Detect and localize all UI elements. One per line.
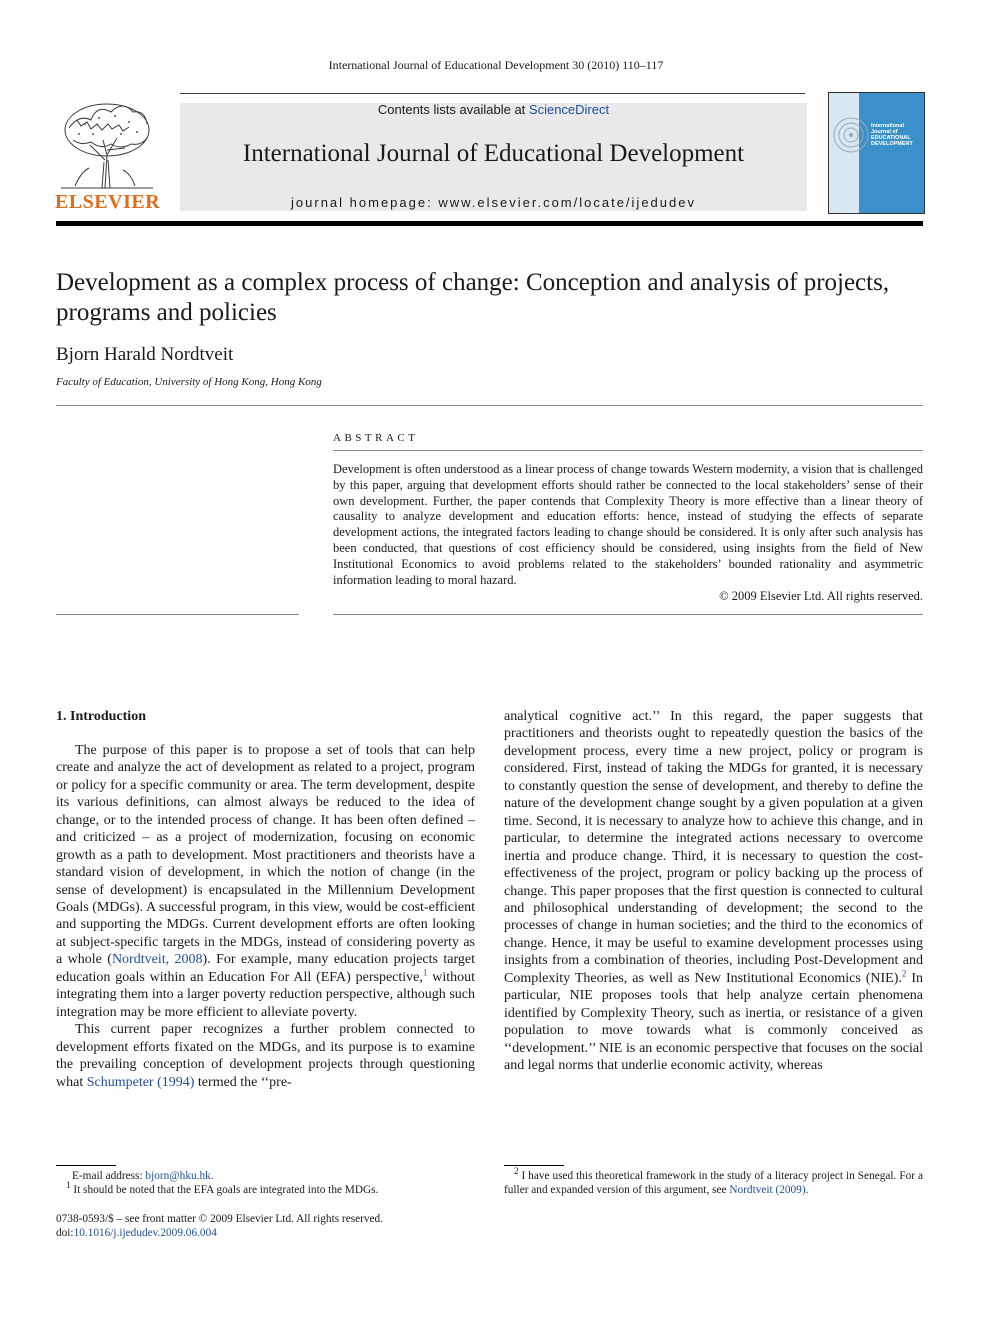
contents-line <box>180 102 807 117</box>
doi-line: doi:10.1016/j.ijedudev.2009.06.004 <box>56 1227 217 1239</box>
footnote-ref-1[interactable]: 1 <box>422 967 428 978</box>
email-link[interactable]: bjorn@hku.hk <box>145 1170 211 1182</box>
divider <box>56 405 923 406</box>
footnote-ref-2[interactable]: 2 <box>901 968 907 979</box>
body-column-right <box>504 708 923 1075</box>
abstract-text: Development is often understood as a linear process of change towards Western modernity, a vision that is challenged by this paper, arguing that development efforts should rather be connected to the local stakeholders’ sense of their own development. Further, the paper contends that Complexity Theory is more effective than a linear theory of causality to analyze development and education efforts: hence, instead of studying the effects of separate development actions, the integrated factors leading to change should be considered. It is only after such analysis has been conducted, that questions of cost efficiency should be considered, using insights from the field of New Institutional Economics to avoid problems related to the stakeholders’ bounded rationality and asymmetric information leading to moral hazard. <box>333 462 923 587</box>
footnote-email: E-mail address: bjorn@hku.hk. <box>72 1170 214 1182</box>
divider <box>56 614 299 615</box>
author-affiliation: Faculty of Education, University of Hong Kong, Hong Kong <box>56 376 322 388</box>
footnote-mark: 1 <box>66 1180 71 1191</box>
journal-citation: International Journal of Educational Development 30 (2010) 110–117 <box>328 58 664 72</box>
sciencedirect-link[interactable]: ScienceDirect <box>528 102 610 117</box>
abstract-divider <box>333 614 923 615</box>
elsevier-logo <box>55 100 159 214</box>
doi-link[interactable]: 10.1016/j.ijedudev.2009.06.004 <box>73 1227 217 1239</box>
abstract-copyright: © 2009 Elsevier Ltd. All rights reserved. <box>719 589 923 603</box>
journal-homepage-link[interactable]: journal homepage: www.elsevier.com/locate/ijedudev <box>291 195 696 210</box>
footnote-1: $^1$ It should be noted that the EFA goals are integrated into the MDGs. <box>66 1180 379 1196</box>
footnotes-left <box>56 1169 475 1197</box>
footnote-rule <box>56 1165 116 1166</box>
elsevier-tree-icon <box>55 100 159 190</box>
footnotes-right <box>504 1166 923 1197</box>
footnote-mark: 2 <box>514 1166 519 1177</box>
citation-link[interactable]: Nordtveit (2009) <box>729 1184 806 1196</box>
body-column-left <box>56 708 475 1091</box>
body-paragraph: This current paper recognizes a further problem connected to development efforts fixated on the MDGs, and its purpose is to examine the prevailing conception of development projects through questioning what Schumpeter (1994) termed the ‘‘pre- <box>56 1022 475 1090</box>
header-rule <box>180 93 805 94</box>
abstract-heading: ABSTRACT <box>333 432 419 444</box>
footnote-2: $^2$ I have used this theoretical framework in the study of a literacy project in Senegal. For a fuller and expanded version of this argument, see Nordtveit (2009). <box>504 1166 923 1196</box>
journal-title: International Journal of Educational Development <box>242 140 745 167</box>
cover-emblem-icon <box>831 115 871 155</box>
author-name: Bjorn Harald Nordtveit <box>56 344 234 365</box>
issn-line: 0738-0593/$ – see front matter © 2009 Elsevier Ltd. All rights reserved. <box>56 1213 384 1225</box>
contents-prefix: Contents lists available at <box>377 102 529 117</box>
body-paragraph: analytical cognitive act.’’ In this regard, the paper suggests that practitioners and theorists ought to repeatedly question the basics of the development process, every time a new project, policy or program is considered. First, instead of taking the MDGs for granted, it is necessary to constantly question the sense of development, and thereby to define the nature of the development change sought by a given population at a given time. Second, it is necessary to analyze how to achieve this change, and in particular, to determine the integrated actions necessary to overcome inertia and produce change. Third, it is necessary to question the cost-effectiveness of the project, program or policy backing up the process of change. This paper proposes that the first question is connected to cultural and philosophical understanding of development; the second to the processes of change in human societies; and the third to the economics of change. Hence, it may be useful to examine development processes using insights from a combination of theories, including Post-Development and Complexity Theories, as well as New Institutional Economics (NIE).$^2$ In particular, NIE proposes tools that help analyze certain phenomena identified by Complexity Theory, such as inertia, or resistance of a given population to move towards what is commonly conceived as ‘‘development.’’ NIE is an economic perspective that focuses on the social and legal norms that underlie economic activity, whereas <box>504 709 923 1074</box>
cover-title: International Journal of EDUCATIONAL DEVELOPMENT <box>871 123 913 147</box>
footnote-rule <box>504 1165 564 1166</box>
abstract-divider <box>333 450 923 451</box>
body-paragraph: The purpose of this paper is to propose a set of tools that can help create and analyze the act of development as related to a project, program or policy for a specific community or area. The term development, despite its various definitions, can almost always be reduced to the idea of change, or to the intended process of change. It has been often defined – and criticized – as a project of modernization, focusing on economic growth as a path to development. Most practitioners and theorists have a standard vision of development, in which the notion of change (in the sense of development) is encapsulated in the Millennium Development Goals (MDGs). A successful program, in this view, would be cost-efficient and supporting the MDGs. Current development efforts are often looking at subject-specific targets in the MDGs, instead of considering poverty as a whole (Nordtveit, 2008). For example, many education projects target education goals within an Education For All (EFA) perspective,$^1$ without integrating them into a larger poverty reduction perspective, although such integration may be more efficient to alleviate poverty. <box>56 742 476 1020</box>
citation-link[interactable]: Schumpeter (1994) <box>86 1074 195 1090</box>
article-title: Development as a complex process of change: Conception and analysis of projects, programs and policies <box>56 269 890 326</box>
header-thick-rule <box>56 221 923 226</box>
section-heading: 1. Introduction <box>56 709 146 724</box>
front-matter <box>56 1212 383 1240</box>
journal-cover-thumbnail <box>828 92 925 214</box>
elsevier-wordmark: ELSEVIER <box>55 191 161 213</box>
citation-link[interactable]: Nordtveit, 2008 <box>111 952 203 968</box>
